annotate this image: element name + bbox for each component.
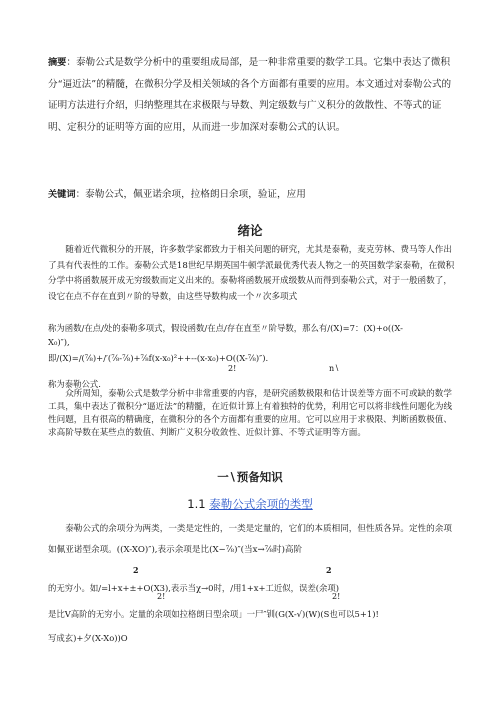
superscript-2-left: 2 xyxy=(133,565,139,575)
intro-heading: 绪论 xyxy=(237,223,263,238)
intro-paragraph-1: 随着近代微积分的开展，许多数学家都致力于相关问题的研究，尤其是泰勒，麦克劳林、费马等人作出了具有代表性的工作。泰勒公式是18世纪早期英国牛顿学派最优秀代表人物之一的英国数学家泰勒，在微积分学中将函数展开成无穷级数而定义出来的。泰勒将函数展开成级数从而得到泰勒公式，对于一般函数了，设它在点不存在直到〃阶的导数，由这些导数构成一个〃次多项式 xyxy=(48,245,455,302)
formula-denominator-n: n∖ xyxy=(329,364,340,373)
section-line-f: 是比V高阶的无穷小。定量的余项如拉格朗日型余项」一尸″钏(G(X-√)(W)(S也可以5+1)! xyxy=(48,609,379,619)
intro-line-b: X₀)″), xyxy=(48,337,70,347)
section-line-g: 写成玄)+夕(X-Xo))O xyxy=(48,633,128,643)
section-1-heading: 一∖预备知识 xyxy=(217,470,283,484)
section-title-link[interactable]: 泰勒公式余项的类型 xyxy=(209,497,313,511)
section-1-1-paragraph: 泰勒公式的余项分为两类，一类是定性的，一类是定量的，它们的本质相同，但性质各异。定性的余项如佩亚诺型余项。((X-XO)″),表示余项是比(X−⅞)″(当x→⅞时)高阶 xyxy=(48,524,452,555)
superscript-2-right: 2 xyxy=(326,565,332,575)
section-number: 1.1 xyxy=(187,497,206,511)
intro-paragraph-2: 众所周知，泰勒公式是数学分析中非常重要的内容，是研究函数极限和估计误差等方面不可或缺的数学工具，集中表达了微积分“逼近法”的精髓，在近似计算上有着独特的优势，利用它可以将非线性问题化为线性问题，且有很高的精确度，在微积分的各个方面都有重要的应用。它可以应用于求极限、判断函数极值、求高阶导数在某些点的数值、判断广义积分收敛性、近似计算、不等式证明等方面。 xyxy=(48,389,453,438)
taylor-formula: 即/(X)=/(⅞)+/′(⅞-⅞)+⅞f(x-x₀)²++--(x-x₀)+O((X-⅞)″). xyxy=(48,353,269,363)
keywords-label: 关键词 xyxy=(48,189,76,200)
abstract xyxy=(48,52,458,138)
denominator-2-right: 2! xyxy=(332,592,341,601)
abstract-label: 摘要 xyxy=(48,57,67,68)
abstract-text: ：泰勒公式是数学分析中的重要组成局部，是一种非常重要的数学工具。它集中表达了微积分“逼近法”的精髓，在微积分学及相关领域的各个方面都有重要的应用。本文通过对泰勒公式的证明方法进行介绍，归纳整理其在求极限与导数、判定级数与广义积分的敛散性、不等式的证明、定积分的证明等方面的应用，从而进一步加深对泰勒公式的认识。 xyxy=(48,57,452,133)
keywords-text: ：泰勒公式，佩亚诺余项，拉格朗日余项，验证，应用 xyxy=(75,189,306,200)
intro-line-d: 称为泰勒公式. xyxy=(48,379,101,389)
section-1-1-heading xyxy=(0,496,500,512)
section-line-e: 的无穷小。如/=l+x+±+O(X3),表示当χ→0时，/用1+x+工近似，误差(余项) xyxy=(48,583,340,593)
denominator-2-left: 2! xyxy=(157,592,166,601)
keywords xyxy=(48,184,458,206)
formula-denominator-2: 2! xyxy=(228,364,237,373)
intro-line-a: 称为函数/在点/处的泰勒多项式，假设函数/在点/存在直至〃阶导数，那么有/(X)=7：(X)+o((X- xyxy=(48,323,403,333)
